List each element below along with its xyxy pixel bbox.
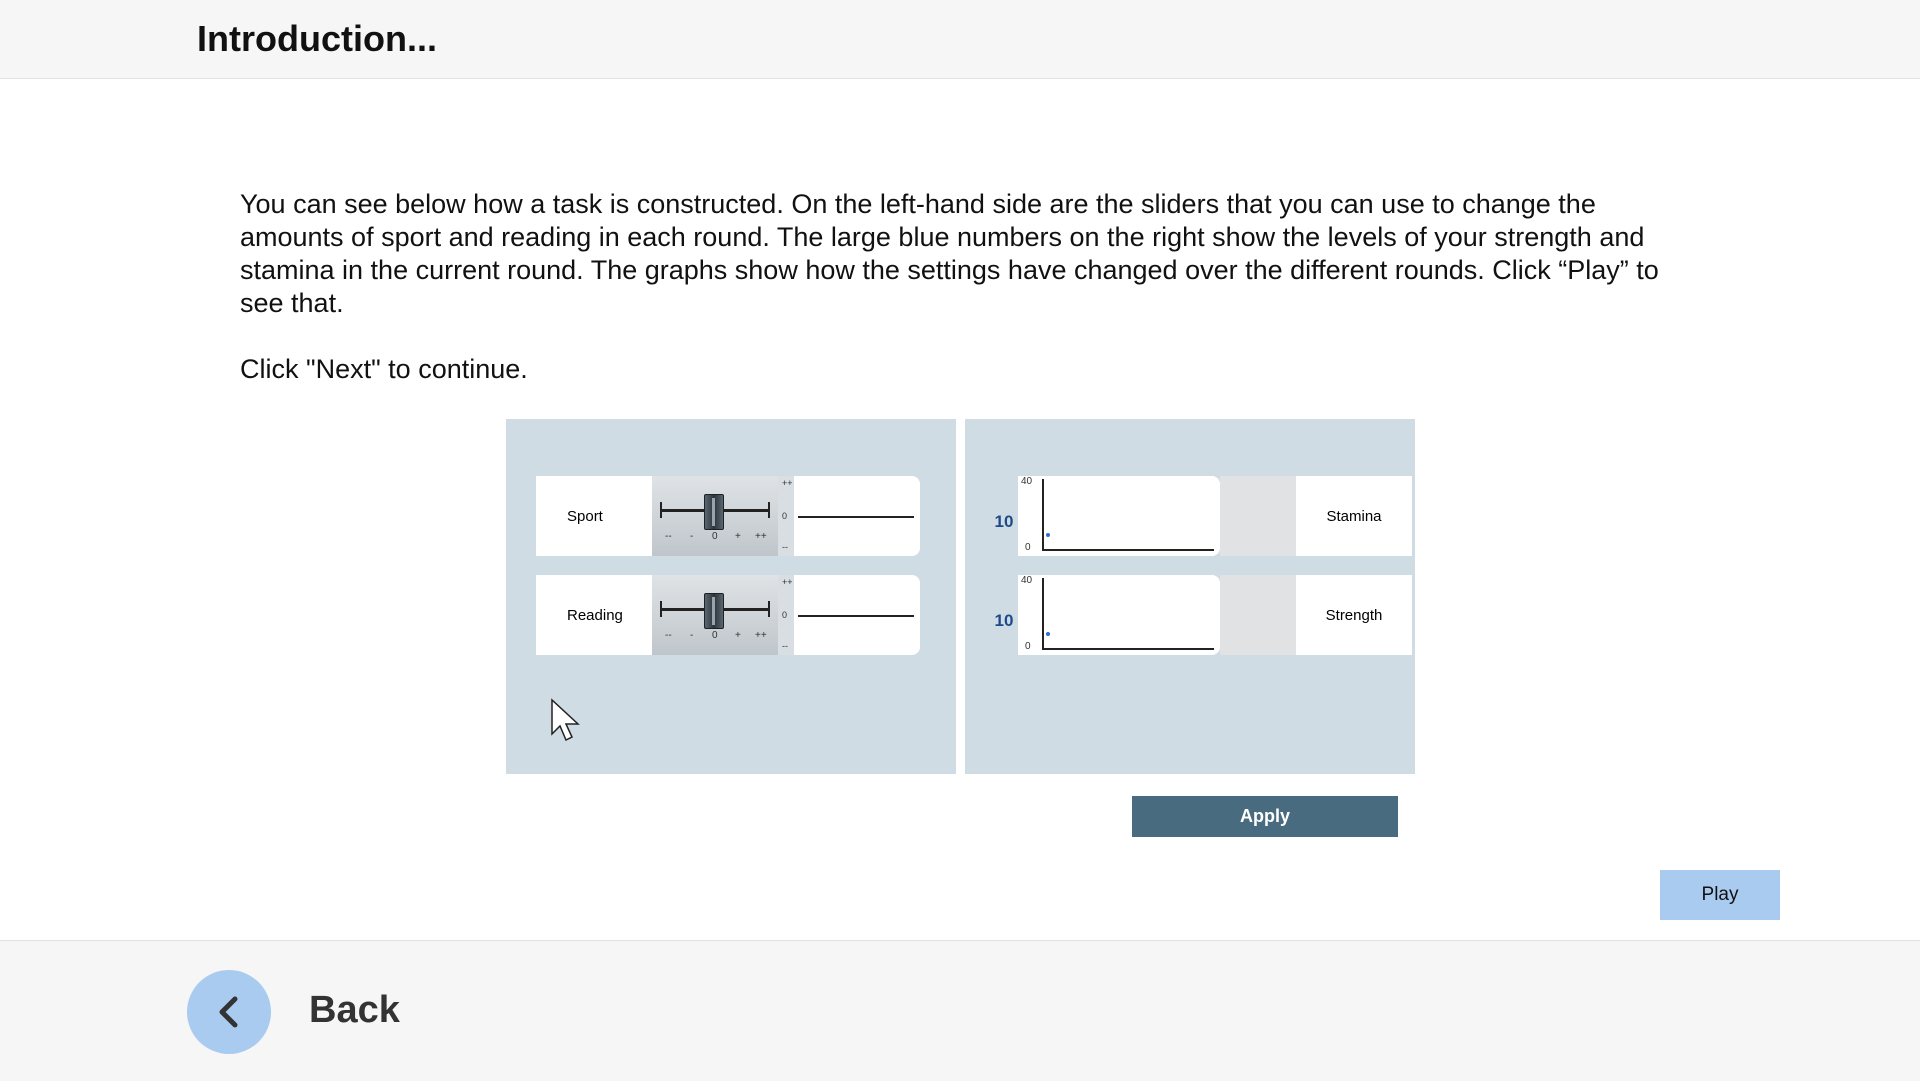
graph-x-axis — [1042, 549, 1214, 551]
back-button[interactable] — [187, 970, 271, 1054]
graph-y-axis — [1042, 578, 1044, 650]
footer-bar — [0, 940, 1920, 1081]
graph-y-axis — [1042, 479, 1044, 551]
slider-tick — [660, 601, 662, 617]
back-label[interactable]: Back — [309, 989, 400, 1031]
continue-hint: Click "Next" to continue. — [240, 354, 528, 384]
stamina-row — [990, 476, 1382, 556]
scale-label: ++ — [755, 630, 767, 641]
instructions-text — [240, 188, 1680, 386]
graph-data-point — [1046, 632, 1050, 636]
reading-slider[interactable] — [652, 575, 778, 655]
stamina-label: Stamina — [1296, 476, 1412, 556]
chevron-left-icon — [214, 995, 244, 1029]
scale-label: - — [690, 531, 694, 542]
page-title: Introduction... — [197, 18, 437, 59]
slider-handle[interactable] — [704, 593, 724, 629]
header-bar — [0, 0, 1920, 79]
mini-graph-axis — [778, 575, 794, 655]
apply-button[interactable]: Apply — [1132, 796, 1398, 837]
graph-spacer — [1220, 575, 1296, 655]
scale-label: + — [735, 531, 741, 542]
y-min-label: 0 — [1025, 542, 1031, 553]
slider-label: Sport — [536, 476, 652, 556]
play-button[interactable]: Play — [1660, 870, 1780, 920]
scale-label: ++ — [755, 531, 767, 542]
axis-top-label: ++ — [782, 577, 793, 587]
slider-tick — [660, 502, 662, 518]
scale-label: -- — [665, 531, 672, 542]
mouse-cursor-icon — [550, 698, 582, 744]
strength-row — [990, 575, 1382, 655]
slider-handle[interactable] — [704, 494, 724, 530]
sport-slider[interactable] — [652, 476, 778, 556]
strength-value: 10 — [994, 611, 1014, 630]
slider-tick — [768, 601, 770, 617]
reading-history-graph — [794, 575, 920, 655]
history-line — [798, 516, 914, 518]
axis-bottom-label: -- — [782, 641, 788, 651]
y-min-label: 0 — [1025, 641, 1031, 652]
axis-mid-label: 0 — [782, 610, 788, 620]
slider-tick — [768, 502, 770, 518]
instructions-paragraph: You can see below how a task is constructed. On the left-hand side are the sliders that you can use to change the amounts of sport and reading in each round. The large blue numbers on the right show the levels of your strength and stamina in the current round. The graphs show how the settings have changed over the different rounds. Click “Play” to see that. — [240, 189, 1659, 318]
scale-label: + — [735, 630, 741, 641]
graph-x-axis — [1042, 648, 1214, 650]
axis-mid-label: 0 — [782, 511, 788, 521]
scale-label: 0 — [712, 531, 718, 542]
mini-graph-axis — [778, 476, 794, 556]
history-line — [798, 615, 914, 617]
strength-graph — [1018, 575, 1220, 655]
strength-label: Strength — [1296, 575, 1412, 655]
slider-row-reading — [536, 575, 920, 655]
y-max-label: 40 — [1021, 476, 1033, 487]
slider-label: Reading — [536, 575, 652, 655]
y-max-label: 40 — [1021, 575, 1033, 586]
slider-row-sport — [536, 476, 920, 556]
stamina-value: 10 — [994, 512, 1014, 531]
axis-bottom-label: -- — [782, 542, 788, 552]
display-panel — [965, 419, 1415, 774]
axis-top-label: ++ — [782, 478, 793, 488]
scale-label: 0 — [712, 630, 718, 641]
stamina-graph — [1018, 476, 1220, 556]
graph-spacer — [1220, 476, 1296, 556]
sport-history-graph — [794, 476, 920, 556]
scale-label: -- — [665, 630, 672, 641]
controls-panel — [506, 419, 956, 774]
graph-data-point — [1046, 533, 1050, 537]
scale-label: - — [690, 630, 694, 641]
